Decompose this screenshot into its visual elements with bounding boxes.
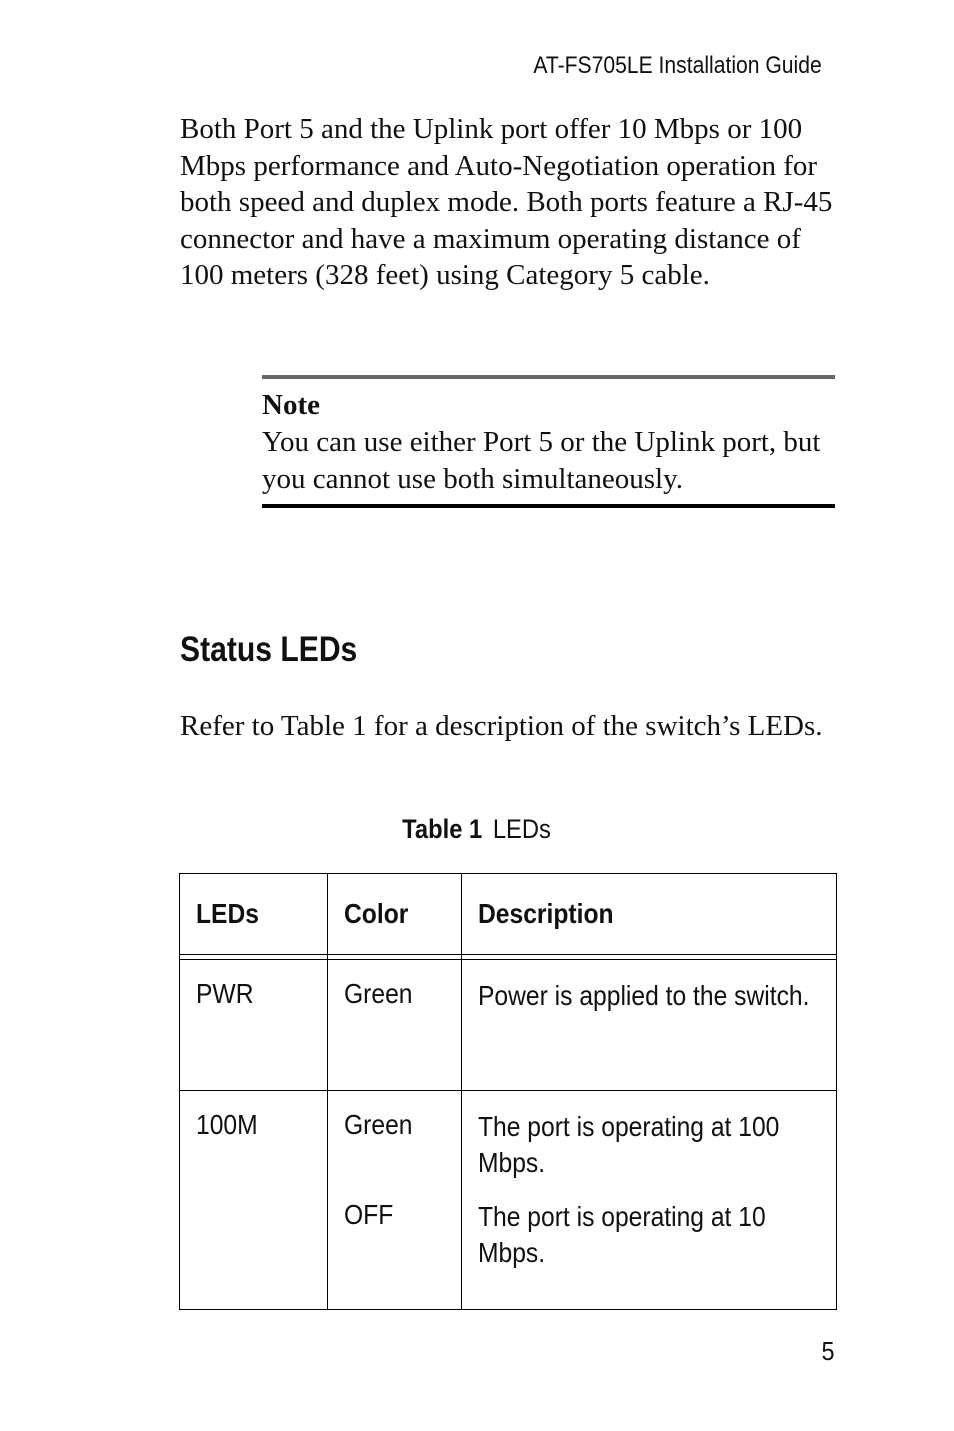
table-row [180, 1091, 837, 1310]
table-caption-title: LEDs [493, 814, 552, 844]
led-cell: PWR [180, 960, 328, 1091]
description-value: The port is operating at 10 Mbps. [478, 1201, 766, 1268]
table-header-row [180, 874, 837, 955]
running-header: AT-FS705LE Installation Guide [533, 52, 822, 79]
color-cell [328, 1091, 462, 1310]
color-cell: Green [328, 960, 462, 1091]
note-body: You can use either Port 5 or the Uplink port, but you cannot use both simultaneously. [262, 426, 821, 495]
column-header-description: Description [462, 874, 837, 955]
description-cell [462, 1091, 837, 1310]
color-value: OFF [344, 1199, 394, 1230]
description-cell: Power is applied to the switch. [462, 960, 837, 1091]
color-value: Green [344, 1109, 413, 1140]
intro-paragraph: Both Port 5 and the Uplink port offer 10 Mbps or 100 Mbps performance and Auto-Negotiation operation for both speed and duplex mode. Both ports feature a RJ-45 connector and have a maximum operating distance of 100 meters (328 feet) using Category 5 cable. [180, 113, 833, 291]
column-header-leds: LEDs [180, 874, 328, 955]
table-caption-label: Table 1 [402, 814, 483, 844]
column-header-color: Color [328, 874, 462, 955]
section-heading: Status LEDs [180, 630, 358, 669]
section-paragraph: Refer to Table 1 for a description of the switch’s LEDs. [180, 710, 823, 742]
led-cell: 100M [180, 1091, 328, 1310]
description-value: The port is operating at 100 Mbps. [478, 1111, 780, 1178]
table-row [180, 960, 837, 1091]
table-caption [0, 814, 954, 845]
page-number: 5 [820, 1336, 834, 1366]
note-box [262, 375, 835, 508]
leds-table [179, 873, 837, 1310]
note-title: Note [262, 389, 320, 421]
